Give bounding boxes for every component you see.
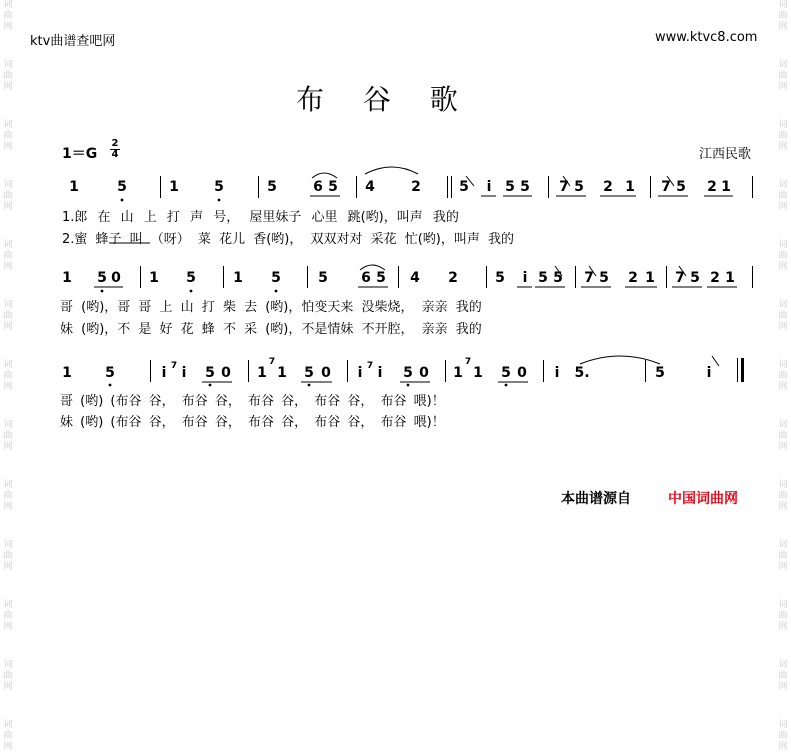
watermark-char: 词: [3, 360, 13, 370]
lyric-verse-1: 哥 (哟)，哥 哥 上 山 打 柴 去 (哟)，怕变天来 没柴烧， 亲亲 我的: [60, 300, 482, 315]
watermark-char: 词: [778, 60, 788, 70]
lyric-verse-2: 妹 (哟) (布谷 谷， 布谷 谷， 布谷 谷， 布谷 谷， 布谷 喂)！: [60, 415, 445, 430]
watermark-char: 曲: [778, 671, 788, 681]
note: 0: [221, 365, 231, 381]
low-octave-dot: [101, 290, 104, 293]
watermark-char: 网: [3, 142, 13, 152]
note: 4: [410, 270, 420, 286]
note: 5.: [574, 365, 590, 381]
watermark-char: 网: [778, 322, 788, 332]
watermark-char: 网: [778, 562, 788, 572]
watermark-char: 曲: [3, 551, 13, 561]
source-label: 本曲谱源自: [561, 491, 631, 507]
watermark-char: 词: [778, 420, 788, 430]
lyric-verse-2: 2.蜜 蜂子 叫 （呀） 菜 花儿 香(哟)， 双双对对 采花 忙(哟)，叫声 我的: [62, 232, 515, 247]
watermark-char: 词: [778, 720, 788, 730]
note: 5: [186, 270, 196, 286]
tie: [580, 356, 660, 364]
note: 7: [675, 270, 685, 286]
watermark-char: 网: [778, 82, 788, 92]
watermark-char: 词: [3, 420, 13, 430]
low-octave-dot: [308, 384, 311, 387]
note: i: [486, 179, 492, 195]
note: 1: [645, 270, 655, 286]
watermark-char: 词: [3, 180, 13, 190]
note: 2: [411, 179, 421, 195]
low-octave-dot: [121, 199, 124, 202]
watermark-char: 词: [3, 0, 13, 10]
note: 5: [214, 179, 224, 195]
watermark-char: 网: [778, 382, 788, 392]
low-octave-dot: [209, 384, 212, 387]
note: 1: [69, 179, 79, 195]
slur: [312, 173, 337, 178]
watermark-char: 网: [3, 742, 13, 752]
note: 1: [453, 365, 463, 381]
watermark-char: 网: [778, 202, 788, 212]
watermark-char: 词: [778, 660, 788, 670]
lyric-verse-2: 妹 (哟)，不 是 好 花 蜂 不 采 (哟)，不是情妹 不开腔， 亲亲 我的: [60, 322, 482, 337]
note: 5: [501, 365, 511, 381]
watermark-char: 词: [778, 0, 788, 10]
breath-mark: [555, 266, 562, 276]
watermark-char: 曲: [778, 71, 788, 81]
watermark-char: 网: [778, 742, 788, 752]
watermark-char: 曲: [778, 731, 788, 741]
watermark-char: 网: [778, 622, 788, 632]
watermark-char: 词: [778, 540, 788, 550]
watermark-char: 网: [778, 682, 788, 692]
note: 6: [313, 179, 323, 195]
note: 0: [111, 270, 121, 286]
watermark-char: 词: [3, 240, 13, 250]
breath-mark: [466, 176, 474, 186]
note: 1: [625, 179, 635, 195]
watermark-char: 词: [3, 720, 13, 730]
watermark-char: 曲: [3, 131, 13, 141]
watermark-char: 曲: [3, 491, 13, 501]
watermark-char: 曲: [778, 251, 788, 261]
watermark-char: 网: [778, 442, 788, 452]
note: i: [161, 365, 167, 381]
watermark-char: 曲: [778, 371, 788, 381]
note: i: [357, 365, 363, 381]
note: 5: [328, 179, 338, 195]
note: 2: [628, 270, 638, 286]
note: 5: [655, 365, 665, 381]
note: 5: [97, 270, 107, 286]
watermark-char: 曲: [778, 11, 788, 21]
watermark-char: 词: [3, 120, 13, 130]
slur: [360, 265, 385, 270]
site-link-left[interactable]: ktv曲谱查吧网: [30, 34, 116, 49]
note: 5: [553, 270, 563, 286]
note: 5: [495, 270, 505, 286]
low-octave-dot: [407, 384, 410, 387]
watermark-char: 词: [778, 180, 788, 190]
note: 5: [205, 365, 215, 381]
note: 5: [690, 270, 700, 286]
watermark-char: 网: [3, 82, 13, 92]
note: 0: [321, 365, 331, 381]
watermark-char: 网: [3, 262, 13, 272]
watermark-char: 词: [778, 360, 788, 370]
watermark-char: 曲: [778, 191, 788, 201]
note: 7: [268, 357, 276, 367]
key-signature: 1＝G: [62, 146, 98, 162]
note: 0: [419, 365, 429, 381]
low-octave-dot: [190, 290, 193, 293]
note: 1: [257, 365, 267, 381]
low-octave-dot: [505, 384, 508, 387]
watermark-char: 网: [3, 22, 13, 32]
watermark-char: 曲: [3, 671, 13, 681]
note: 7: [661, 179, 671, 195]
note: 5: [459, 179, 469, 195]
watermark-char: 词: [778, 480, 788, 490]
watermark-char: 网: [778, 22, 788, 32]
watermark-char: 网: [3, 562, 13, 572]
note: i: [181, 365, 187, 381]
slur: [365, 167, 418, 174]
watermark-char: 曲: [3, 611, 13, 621]
breath-mark: [667, 176, 674, 186]
note: i: [706, 365, 712, 381]
note: 4: [365, 179, 375, 195]
note: 5: [318, 270, 328, 286]
note: 5: [271, 270, 281, 286]
watermark-char: 网: [3, 682, 13, 692]
note: 7: [170, 361, 178, 371]
note: 2: [603, 179, 613, 195]
note: 2: [448, 270, 458, 286]
low-octave-dot: [275, 290, 278, 293]
breath-mark: [589, 266, 596, 276]
lyric-verse-1: 哥 (哟) (布谷 谷， 布谷 谷， 布谷 谷， 布谷 谷， 布谷 喂)！: [60, 394, 445, 409]
time-top: 2: [111, 138, 119, 149]
note: i: [522, 270, 528, 286]
watermark-char: 曲: [3, 311, 13, 321]
note: 1: [233, 270, 243, 286]
watermark-char: 词: [778, 240, 788, 250]
watermark-char: 曲: [3, 431, 13, 441]
watermark-char: 网: [3, 622, 13, 632]
breath-mark: [679, 266, 686, 276]
note: 0: [517, 365, 527, 381]
breath-mark: [712, 356, 719, 366]
watermark-char: 曲: [3, 731, 13, 741]
song-origin: 江西民歌: [699, 147, 752, 162]
watermark-char: 曲: [778, 131, 788, 141]
watermark-char: 曲: [3, 251, 13, 261]
watermark-char: 网: [778, 262, 788, 272]
watermark-char: 曲: [3, 371, 13, 381]
note: 7: [559, 179, 569, 195]
watermark-char: 网: [3, 442, 13, 452]
note: 5: [376, 270, 386, 286]
note: 5: [105, 365, 115, 381]
site-link-right[interactable]: www.ktvc8.com: [655, 30, 758, 45]
song-title: 布 谷 歌: [296, 83, 458, 116]
watermark-char: 词: [3, 600, 13, 610]
note: 5: [520, 179, 530, 195]
breath-mark: [563, 176, 570, 186]
note: 1: [62, 365, 72, 381]
note: 6: [361, 270, 371, 286]
note: 5: [304, 365, 314, 381]
note: 1: [725, 270, 735, 286]
note: 1: [149, 270, 159, 286]
watermark-char: 曲: [3, 71, 13, 81]
note: 5: [599, 270, 609, 286]
watermark-char: 网: [3, 502, 13, 512]
note: 1: [473, 365, 483, 381]
watermark-char: 词: [3, 660, 13, 670]
time-bottom: 4: [111, 149, 119, 160]
note: 5: [117, 179, 127, 195]
watermark-char: 曲: [778, 311, 788, 321]
watermark-char: 网: [3, 322, 13, 332]
note: 2: [710, 270, 720, 286]
watermark-char: 曲: [3, 191, 13, 201]
note: 5: [538, 270, 548, 286]
note: i: [554, 365, 560, 381]
watermark-char: 词: [778, 300, 788, 310]
watermark-char: 词: [3, 540, 13, 550]
note: i: [377, 365, 383, 381]
note: 5: [505, 179, 515, 195]
note: 5: [676, 179, 686, 195]
note: 2: [707, 179, 717, 195]
note: 7: [366, 361, 374, 371]
watermark-char: 词: [3, 480, 13, 490]
note: 1: [277, 365, 287, 381]
watermark-char: 曲: [778, 431, 788, 441]
watermark-char: 词: [778, 600, 788, 610]
note: 7: [584, 270, 594, 286]
watermark-char: 曲: [778, 491, 788, 501]
low-octave-dot: [109, 384, 112, 387]
watermark-char: 网: [778, 142, 788, 152]
note: 5: [267, 179, 277, 195]
watermark-char: 词: [3, 300, 13, 310]
watermark-char: 曲: [3, 11, 13, 21]
low-octave-dot: [218, 199, 221, 202]
note: 1: [721, 179, 731, 195]
watermark-char: 词: [3, 60, 13, 70]
note: 5: [403, 365, 413, 381]
watermark-char: 曲: [778, 611, 788, 621]
note: 1: [169, 179, 179, 195]
watermark-char: 曲: [778, 551, 788, 561]
watermark-char: 网: [3, 382, 13, 392]
watermark-char: 词: [778, 120, 788, 130]
note: 1: [62, 270, 72, 286]
source-name[interactable]: 中国词曲网: [668, 491, 738, 507]
watermark-char: 网: [3, 202, 13, 212]
note: 5: [574, 179, 584, 195]
note: 7: [464, 357, 472, 367]
watermark-char: 网: [778, 502, 788, 512]
lyric-verse-1: 1.郎 在 山 上 打 声 号， 屋里妹子 心里 跳(哟)，叫声 我的: [62, 210, 459, 225]
